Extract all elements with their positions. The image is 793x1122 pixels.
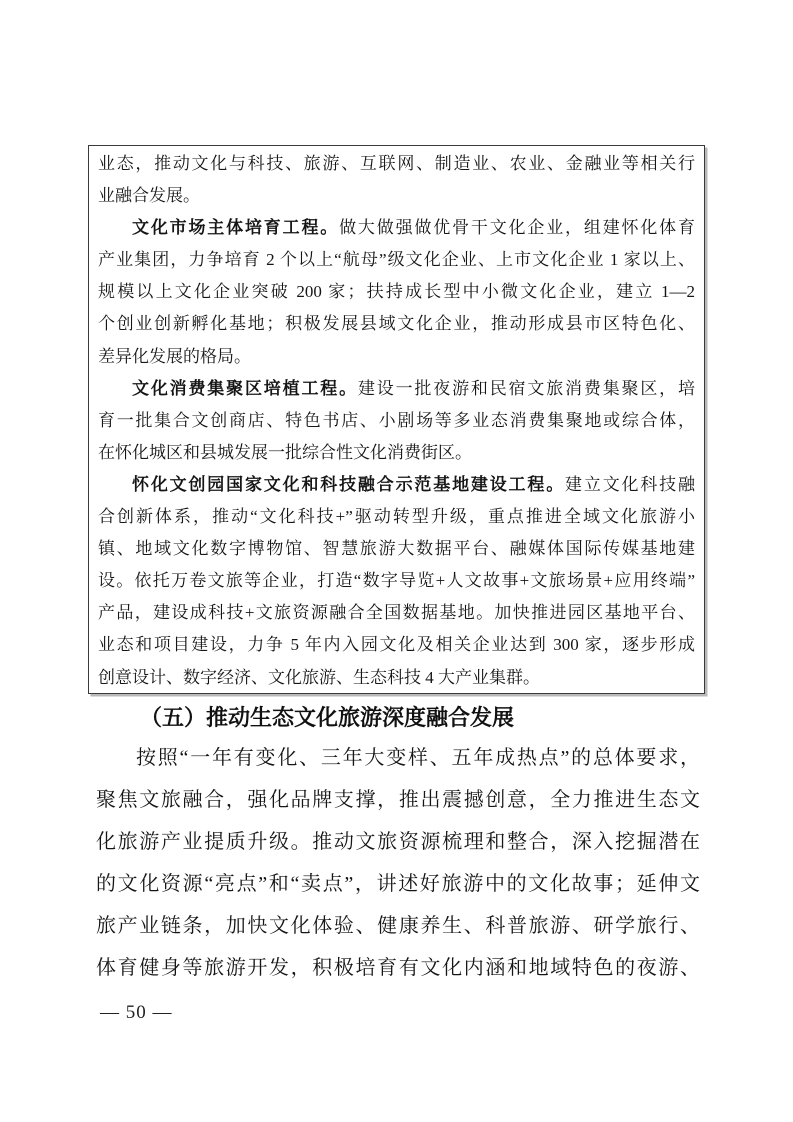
text-line — [98, 597, 695, 629]
text-line — [96, 947, 700, 989]
body-text: 体育健身等旅游开发，积极培育有文化内涵和地域特色的夜游、 — [96, 957, 700, 979]
body-text: 业态，推动文化与科技、旅游、互联网、制造业、农业、金融业等相关行 — [98, 154, 695, 173]
bold-lead-text: 文化市场主体培育工程。 — [132, 218, 340, 238]
body-text: 产品，建设成科技+文旅资源融合全国数据基地。加快推进园区基地平台、 — [98, 603, 695, 623]
text-line — [98, 405, 695, 437]
body-text: 规模以上文化企业突破 200 家；扶持成长型中小微文化企业，建立 1—2 — [98, 282, 695, 302]
body-text: 建立文化科技融 — [565, 474, 695, 494]
body-text: 差异化发展的格局。 — [98, 346, 251, 366]
text-line — [98, 565, 695, 597]
text-line — [98, 501, 695, 533]
body-text: 镇、地域文化数字博物馆、智慧旅游大数据平台、融媒体国际传媒基地建 — [98, 539, 695, 559]
body-text: 聚焦文旅融合，强化品牌支撑，推出震撼创意，全力推进生态文 — [96, 789, 700, 811]
section-heading: （五）推动生态文化旅游深度融合发展 — [140, 705, 515, 730]
text-line — [98, 629, 695, 661]
body-text: 建设一批夜游和民宿文旅消费集聚区，培 — [357, 378, 695, 398]
page-number: — 50 — — [100, 1002, 173, 1023]
body-text: 产业集团，力争培育 2 个以上“航母”级文化企业、上市文化企业 1 家以上、 — [98, 250, 695, 270]
text-line — [98, 180, 695, 212]
bold-lead-text: 怀化文创园国家文化和科技融合示范基地建设工程。 — [132, 474, 566, 494]
text-line — [96, 737, 700, 779]
text-line — [96, 905, 700, 947]
text-line — [98, 244, 695, 276]
text-line — [96, 821, 700, 863]
project-text-box — [88, 145, 705, 694]
body-text: 业态和项目建设，力争 5 年内入园文化及相关企业达到 300 家，逐步形成 — [98, 635, 695, 655]
text-line — [98, 437, 695, 469]
text-line — [96, 779, 700, 821]
body-text: 做大做强做优骨干文化企业，组建怀化体育 — [339, 218, 695, 238]
text-line — [96, 863, 700, 905]
text-line — [98, 212, 695, 244]
text-line — [98, 276, 695, 308]
text-line — [98, 662, 695, 694]
text-line — [98, 373, 695, 405]
body-text: 旅产业链条，加快文化体验、健康养生、科普旅游、研学旅行、 — [96, 915, 700, 937]
text-line — [98, 533, 695, 565]
text-line — [98, 469, 695, 501]
bold-lead-text: 文化消费集聚区培植工程。 — [132, 378, 358, 398]
body-text: 个创业创新孵化基地；积极发展县域文化企业，推动形成县市区特色化、 — [98, 314, 695, 334]
body-text: 化旅游产业提质升级。推动文旅资源梳理和整合，深入挖掘潜在 — [96, 831, 700, 853]
body-text: 创意设计、数字经济、文化旅游、生态科技 4 大产业集群。 — [98, 667, 540, 687]
body-text: 育一批集合文创商店、特色书店、小剧场等多业态消费集聚地或综合体， — [98, 410, 695, 430]
body-text: 设。依托万卷文旅等企业，打造“数字导览+人文故事+文旅场景+应用终端” — [98, 571, 695, 591]
body-text: 按照“一年有变化、三年大变样、五年成热点”的总体要求， — [136, 747, 700, 769]
body-text: 的文化资源“亮点”和“卖点”，讲述好旅游中的文化故事；延伸文 — [96, 873, 700, 895]
text-line — [98, 341, 695, 373]
text-line — [98, 308, 695, 340]
text-line — [98, 148, 695, 180]
body-text: 合创新体系，推动“文化科技+”驱动转型升级，重点推进全域文化旅游小 — [98, 507, 695, 527]
body-text: 在怀化城区和县城发展一批综合性文化消费街区。 — [98, 442, 472, 462]
section-body — [96, 737, 700, 989]
body-text: 业融合发展。 — [98, 186, 200, 206]
